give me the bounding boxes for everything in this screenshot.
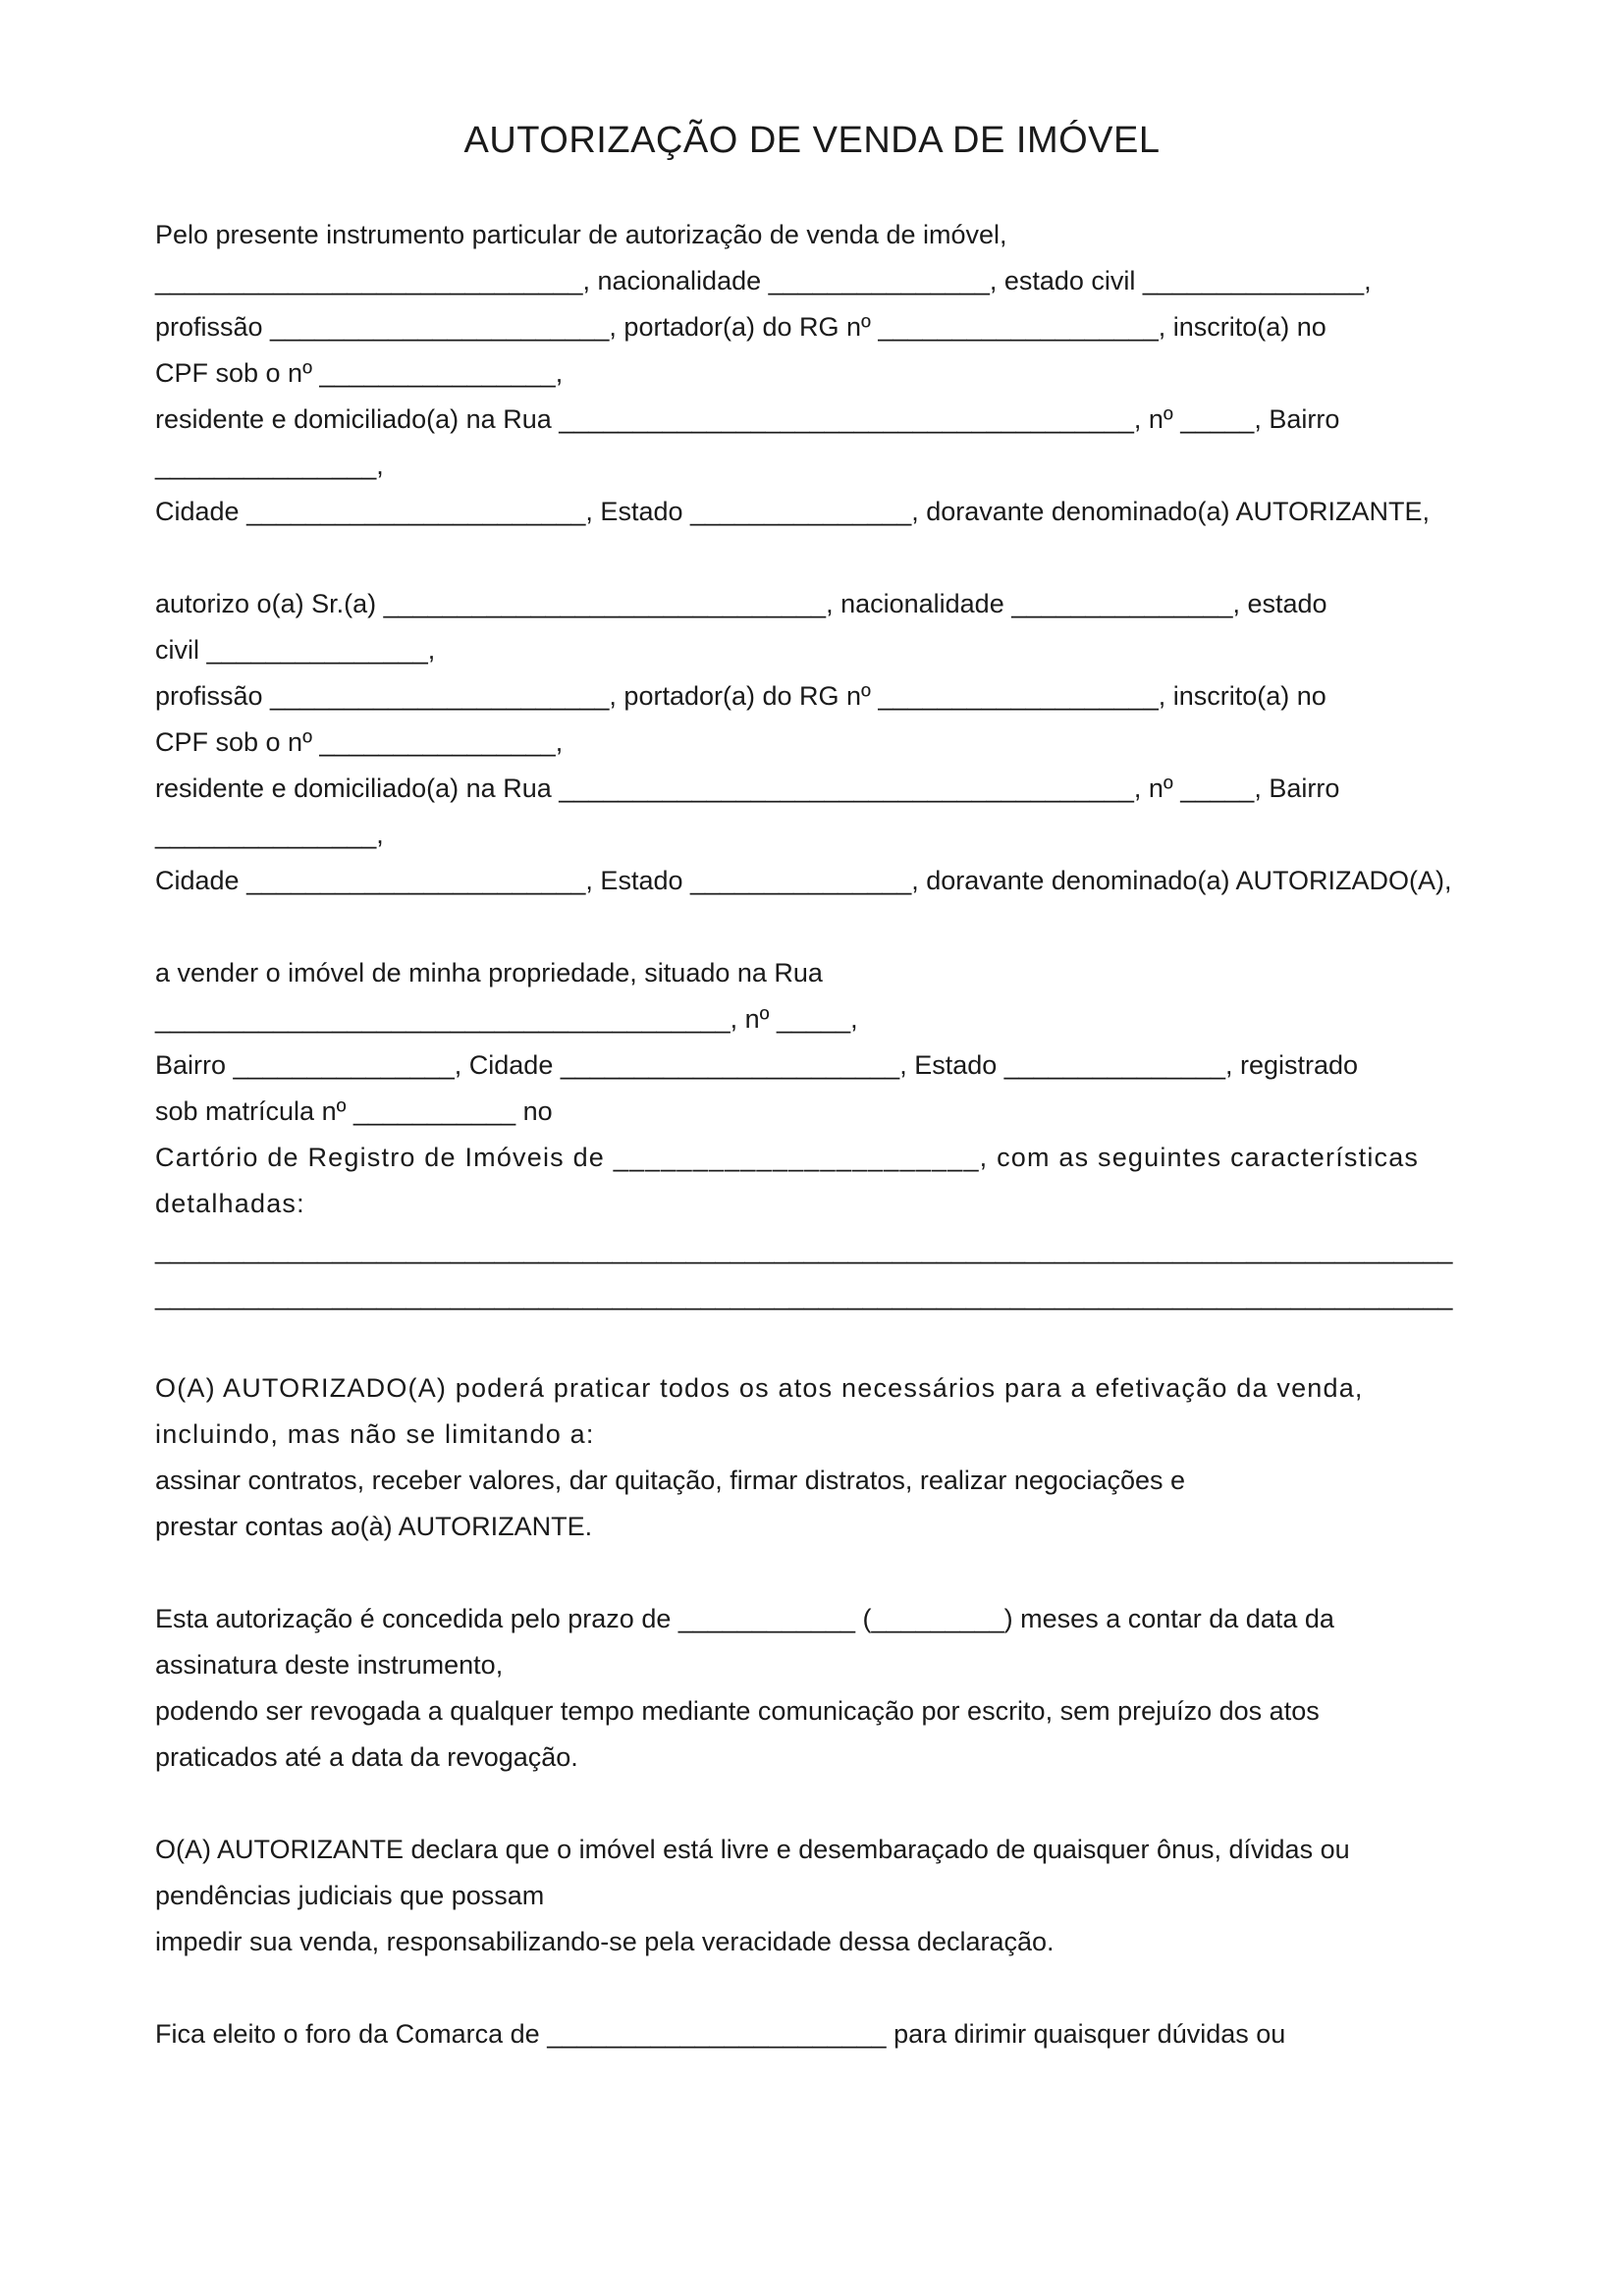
document-line: residente e domiciliado(a) na Rua _______________________________________, nº _____, Bairro	[155, 404, 1340, 434]
document-title: AUTORIZAÇÃO DE VENDA DE IMÓVEL	[463, 120, 1161, 161]
document-line: O(A) AUTORIZANTE declara que o imóvel está livre e desembaraçado de quaisquer ônus, dívidas ou	[155, 1835, 1350, 1864]
document-line: Pelo presente instrumento particular de autorização de venda de imóvel,	[155, 220, 1007, 249]
document-line: Cartório de Registro de Imóveis de _______________________, com as seguintes características	[155, 1143, 1420, 1172]
document-line: Cidade _______________________, Estado _______________, doravante denominado(a) AUTORIZADO(A),	[155, 866, 1452, 895]
document-line: Bairro _______________, Cidade _______________________, Estado _______________, registrado	[155, 1050, 1359, 1080]
document-line: profissão _______________________, portador(a) do RG nº ___________________, inscrito(a) no	[155, 681, 1326, 711]
document-line: _____________________________, nacionalidade _______________, estado civil _______________,	[155, 266, 1372, 295]
document-line: Fica eleito o foro da Comarca de _______________________ para dirimir quaisquer dúvidas ou	[155, 2019, 1286, 2049]
document-line: O(A) AUTORIZADO(A) poderá praticar todos os atos necessários para a efetivação da venda,	[155, 1373, 1364, 1403]
document-line: assinar contratos, receber valores, dar quitação, firmar distratos, realizar negociações e	[155, 1466, 1185, 1495]
document-line: sob matrícula nº ___________ no	[155, 1096, 553, 1126]
document-line: _______________________________________, nº _____,	[155, 1004, 858, 1034]
document-line: assinatura deste instrumento,	[155, 1650, 504, 1680]
document-line: CPF sob o nº ________________,	[155, 358, 564, 388]
document-line: autorizo o(a) Sr.(a) ______________________________, nacionalidade _______________, estado	[155, 589, 1327, 618]
document-line: civil _______________,	[155, 635, 436, 665]
document-line: Esta autorização é concedida pelo prazo de ____________ (_________) meses a contar da data da	[155, 1604, 1334, 1633]
document-line: _______________,	[155, 451, 384, 480]
document-line: detalhadas:	[155, 1189, 305, 1218]
document-line: prestar contas ao(à) AUTORIZANTE.	[155, 1512, 593, 1541]
document-line: podendo ser revogada a qualquer tempo mediante comunicação por escrito, sem prejuízo dos atos	[155, 1696, 1320, 1726]
document-line: incluindo, mas não se limitando a:	[155, 1419, 595, 1449]
document-line: pendências judiciais que possam	[155, 1881, 545, 1910]
document-line: praticados até a data da revogação.	[155, 1742, 578, 1772]
document-line: profissão _______________________, portador(a) do RG nº ___________________, inscrito(a) no	[155, 312, 1326, 342]
document-line: _______________,	[155, 820, 384, 849]
document-line: residente e domiciliado(a) na Rua _______________________________________, nº _____, Bairro	[155, 774, 1340, 803]
document-line: ________________________________________________________________________________________	[155, 1281, 1453, 1310]
document-line: a vender o imóvel de minha propriedade, situado na Rua	[155, 958, 823, 988]
document-line: impedir sua venda, responsabilizando-se pela veracidade dessa declaração.	[155, 1927, 1055, 1956]
document-line: Cidade _______________________, Estado _______________, doravante denominado(a) AUTORIZANTE,	[155, 497, 1430, 526]
document-line: CPF sob o nº ________________,	[155, 727, 564, 757]
document-line: ________________________________________________________________________________________	[155, 1235, 1453, 1264]
